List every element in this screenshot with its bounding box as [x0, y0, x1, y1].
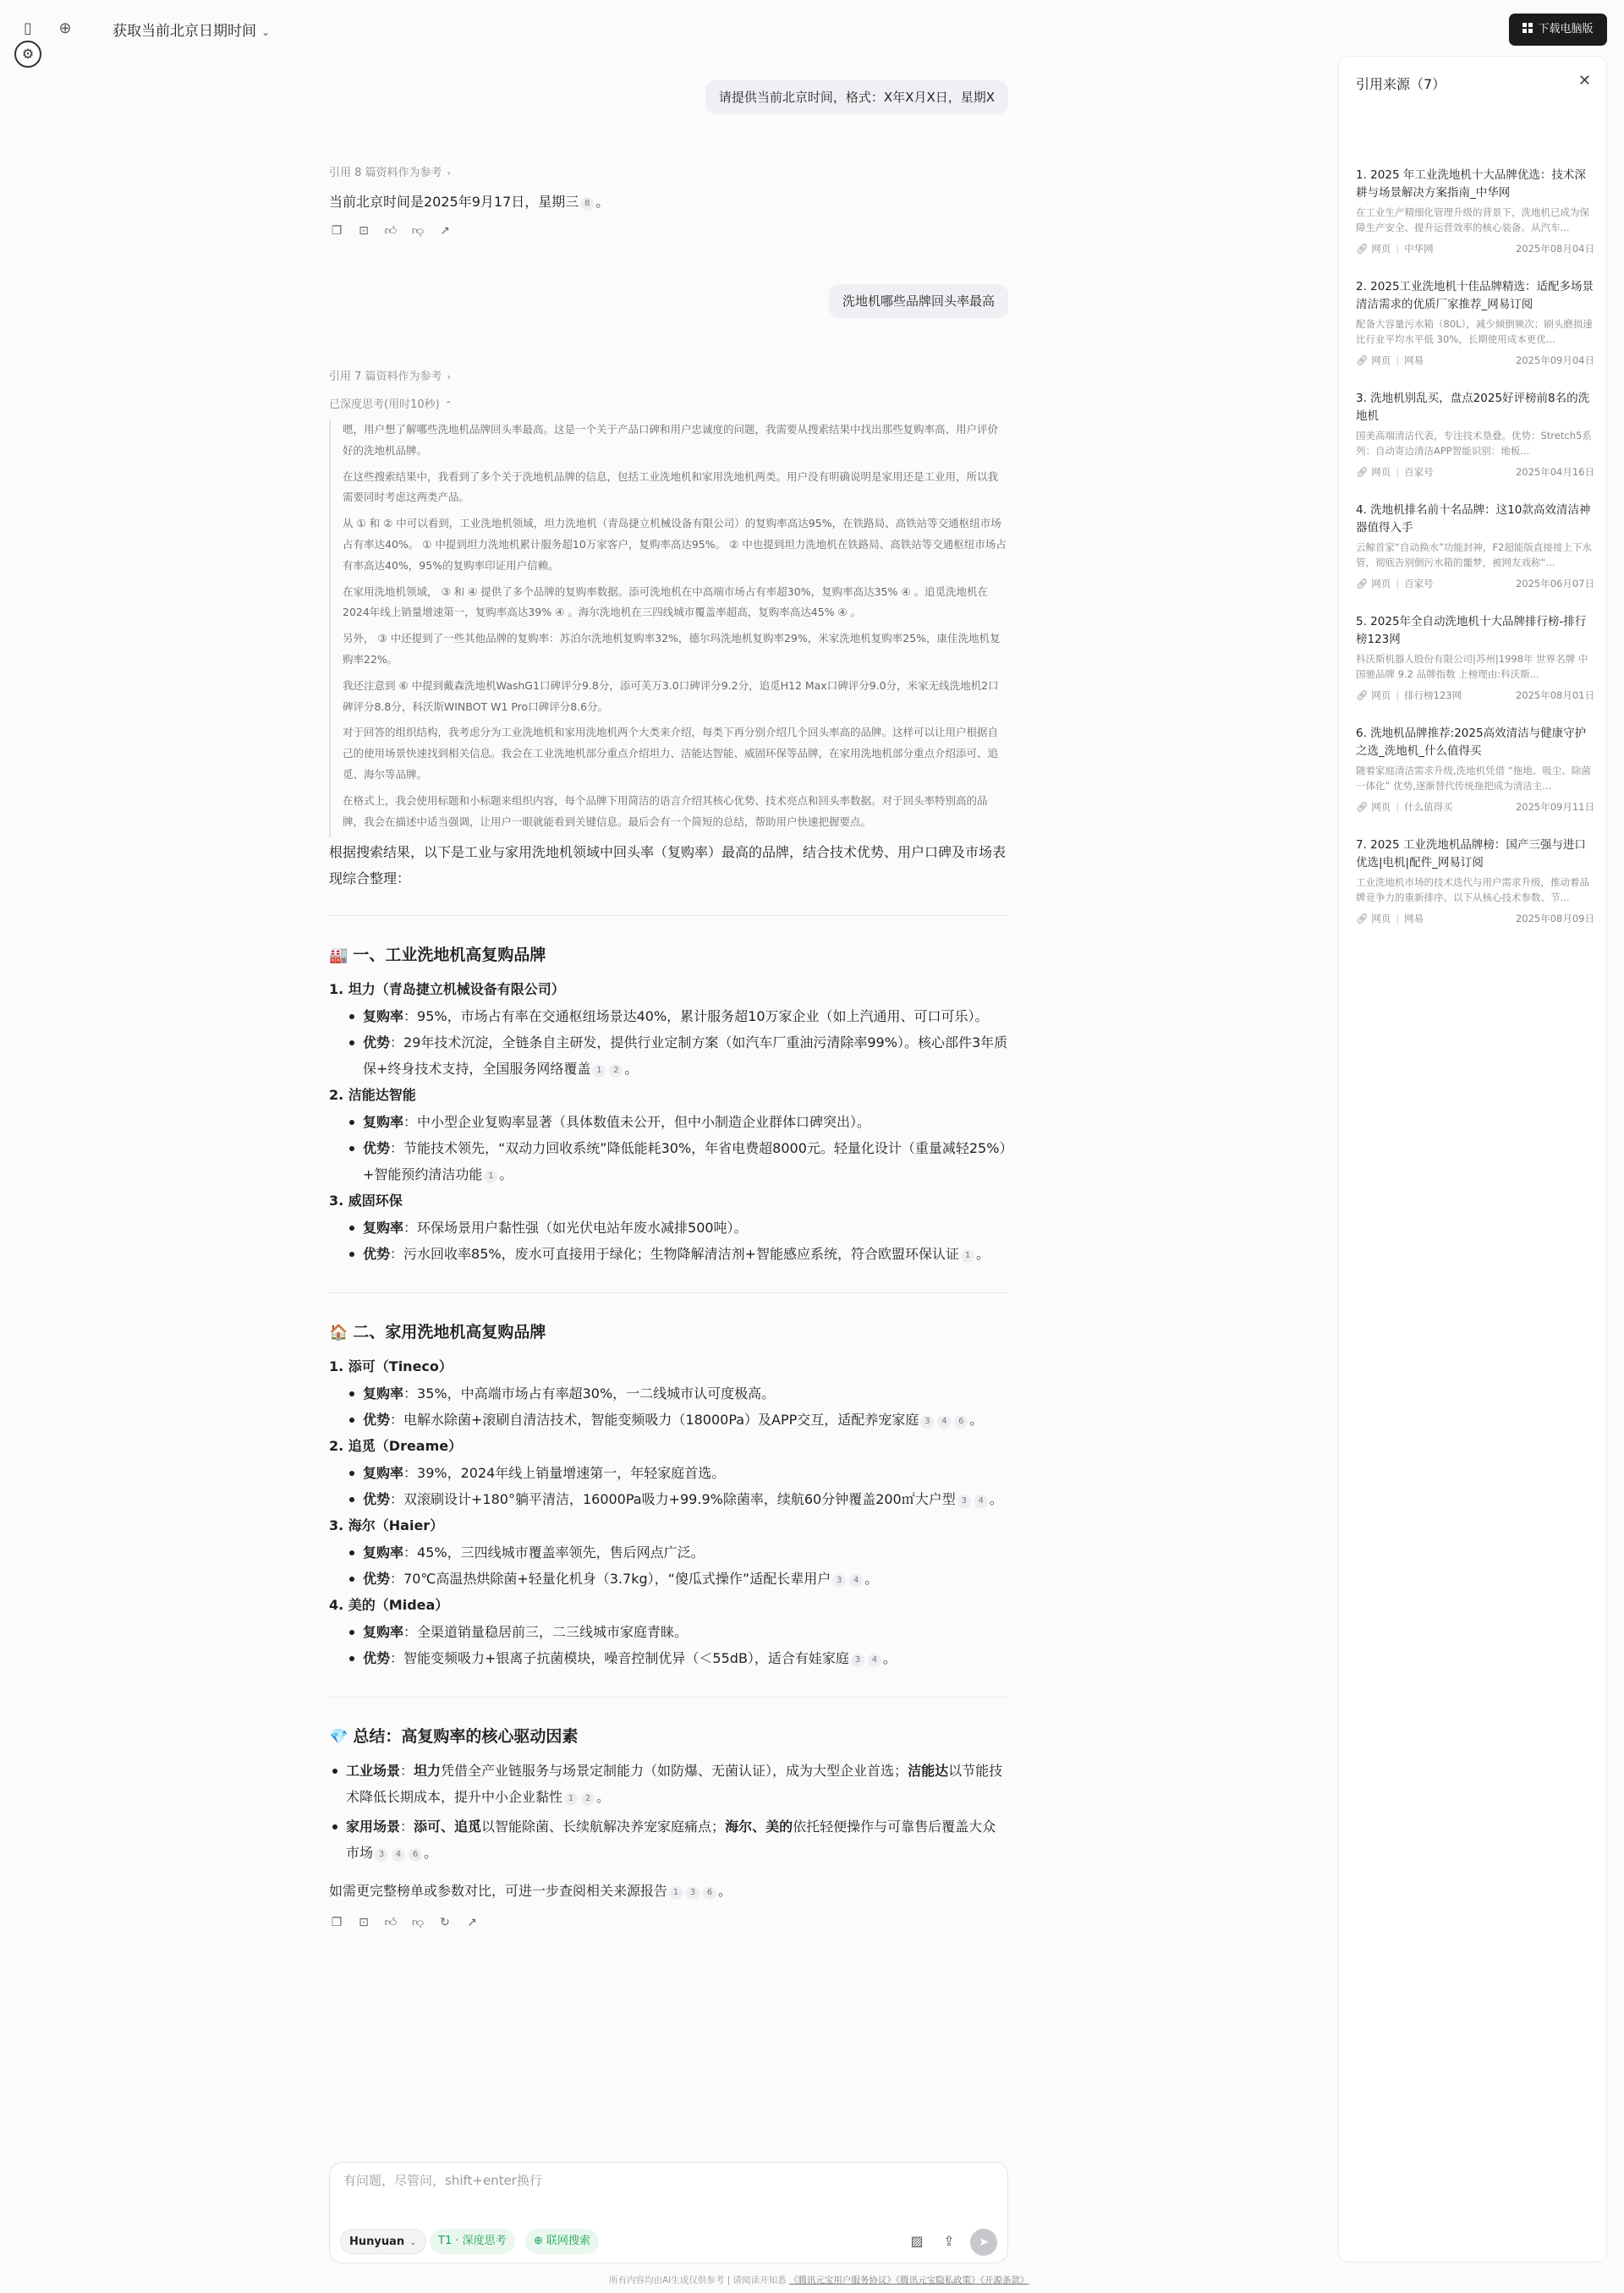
conversation-title-text: 获取当前北京日期时间	[112, 23, 256, 40]
copy-icon[interactable]: ❐	[331, 1916, 343, 1929]
answer-1-actions	[329, 222, 453, 243]
source-site: 什么值得买	[1404, 801, 1453, 813]
source-date: 2025年06月07日	[1515, 578, 1594, 590]
repurchase-rate-item	[346, 1380, 1008, 1407]
advantage-item: 优势：电解水除菌+滚刷自清洁技术，智能变频吸力（18000Pa）及APP交互，适配养宠家庭 3 4 6 。	[346, 1407, 1008, 1433]
summary-text: ：	[400, 1763, 414, 1779]
chevron-down-icon: ⌄	[261, 26, 271, 38]
deep-think-toggle-button[interactable]	[430, 2229, 515, 2254]
source-item[interactable]	[1356, 837, 1594, 927]
privacy-link[interactable]: 《腾讯元宝隐私政策》	[895, 2275, 980, 2285]
industrial-brand-list	[329, 976, 1008, 1267]
rate-text: ：中小型企业复购率显著（具体数值未公开，但中小制造企业群体口碑突出）。	[403, 1114, 871, 1130]
citation-badge[interactable]: 3	[957, 1495, 971, 1508]
terms-link[interactable]: 《腾讯元宝用户服务协议》	[788, 2275, 896, 2285]
summary-label: 工业场景	[346, 1763, 401, 1779]
rate-text: ：全渠道销量稳居前三，二三线城市家庭青睐。	[403, 1624, 689, 1640]
source-item[interactable]	[1356, 725, 1594, 815]
think-paragraph: 在家用洗地机领域， ③ 和 ④ 提供了多个品牌的复购率数据。添可洗地机在中高端市场占有率超30%，复购率高达35% ④ 。追觅洗地机在2024年线上销量增速第一，复购率高达39% ④ 。海尔洗地机在三四线城市覆盖率超高，复购率高达45% ④ 。	[343, 584, 989, 619]
brand-details	[329, 1619, 1008, 1671]
link-icon: 🔗︎	[1356, 689, 1369, 701]
download-desktop-button[interactable]	[1509, 14, 1607, 46]
factory-icon: 🏭	[329, 946, 348, 964]
answer-intro: 根据搜索结果，以下是工业与家用洗地机领域中回头率（复购率）最高的品牌，结合技术优势、用户口碑及市场表现综合整理：	[329, 844, 1007, 886]
citation-badge[interactable]: 1	[592, 1064, 606, 1078]
summary-item-household: 家用场景：添可、追觅以智能除菌、长续航解决养宠家庭痛点；海尔、美的依托轻便操作与可靠售后覆盖大众市场 3 4 6 。	[329, 1813, 1008, 1866]
conversation-title[interactable]	[112, 19, 270, 40]
think-paragraph: 另外， ③ 中还提到了一些其他品牌的复购率：苏泊尔洗地机复购率32%，德尔玛洗地机复购率29%，米家洗地机复购率25%，康佳洗地机复购率22%。	[343, 632, 1001, 666]
source-date: 2025年09月04日	[1515, 354, 1594, 366]
source-meta: 🔗︎ 网页 | 中华网 2025年08月04日	[1356, 243, 1594, 255]
chevron-up-icon: ⌃	[444, 399, 453, 410]
answer-2-actions	[329, 1914, 480, 1934]
advantage-label: 优势	[363, 1412, 391, 1428]
citation-badge[interactable]: 1	[564, 1792, 578, 1806]
assistant-answer-1	[329, 191, 609, 211]
brand-name: 3. 海尔（Haier）	[329, 1517, 444, 1533]
source-meta: 🔗︎ 网页 | 什么值得买 2025年09月11日	[1356, 801, 1594, 813]
share-icon[interactable]: ↗	[467, 1916, 477, 1929]
web-search-toggle[interactable]	[525, 2229, 599, 2254]
link-icon: 🔗︎	[1356, 354, 1369, 366]
brand-name: 2. 洁能达智能	[329, 1087, 416, 1103]
source-type: 网页	[1371, 354, 1391, 366]
advantage-text: ：70℃高温热烘除菌+轻量化机身（3.7kg），“傻瓜式操作”适配长辈用户	[390, 1571, 831, 1587]
source-type: 网页	[1371, 801, 1391, 813]
advantage-text: ：智能变频吸力+银离子抗菌模块，噪音控制优异（＜55dB），适合有娃家庭	[390, 1650, 849, 1666]
brand-block	[329, 1082, 1008, 1188]
send-button[interactable]: ➤	[970, 2229, 997, 2256]
advantage-label: 优势	[363, 1650, 391, 1666]
rate-label: 复购率	[363, 1385, 404, 1402]
user-message-2	[829, 284, 1008, 318]
advantage-text: ：双滚刷设计+180°躺平清洁，16000Pa吸力+99.9%除菌率，续航60分钟覆盖200㎡大户型	[390, 1491, 956, 1507]
summary-bold: 添可、追觅	[414, 1818, 482, 1835]
citation-badge[interactable]: 6	[703, 1886, 716, 1900]
divider	[329, 915, 1008, 916]
summary-text: 凭借全产业链服务与场景定制能力（如防爆、无菌认证），成为大型企业首选；	[441, 1763, 908, 1779]
citation-badge[interactable]: 4	[868, 1654, 881, 1667]
source-date: 2025年08月04日	[1515, 243, 1594, 255]
summary-item-industrial: 工业场景：坦力凭借全产业链服务与场景定制能力（如防爆、无菌认证），成为大型企业首选；洁能达以节能技术降低长期成本，提升中小企业黏性 1 2 。	[329, 1758, 1008, 1810]
section-heading-text: 总结：高复购率的核心驱动因素	[353, 1727, 579, 1746]
reference-toggle-1[interactable]	[329, 163, 451, 179]
source-item[interactable]	[1356, 167, 1594, 257]
closing-text: 如需更完整榜单或参数对比，可进一步查阅相关来源报告	[329, 1883, 668, 1899]
divider	[329, 1292, 1008, 1293]
open-source-link[interactable]: 《开源条款》	[979, 2275, 1029, 2285]
brand-name: 4. 美的（Midea）	[329, 1597, 449, 1613]
source-title[interactable]: 4. 洗地机排名前十名品牌：这10款高效清洁神器值得入手	[1356, 503, 1591, 535]
summary-list	[329, 1758, 1008, 1866]
footer-prefix: 所有内容均由AI生成仅供参考 | 请阅读并知悉	[609, 2275, 787, 2285]
bookmark-icon[interactable]: ⊡	[359, 1916, 369, 1929]
citation-badge[interactable]: 8	[580, 197, 594, 211]
source-item[interactable]	[1356, 390, 1594, 480]
user-message-1-text: 请提供当前北京时间，格式：X年X月X日，星期X	[718, 90, 995, 105]
citation-badge[interactable]: 3	[832, 1574, 846, 1588]
answer-1-period: 。	[595, 194, 610, 210]
source-date: 2025年08月01日	[1515, 689, 1594, 701]
citation-badge[interactable]: 1	[484, 1170, 497, 1183]
citation-badge[interactable]: 2	[609, 1064, 623, 1078]
brand-name: 1. 添可（Tineco）	[329, 1358, 453, 1374]
reference-count-2: 引用 7 篇资料作为参考	[329, 370, 442, 383]
citation-badge[interactable]: 3	[920, 1415, 934, 1429]
citation-badge[interactable]: 1	[669, 1886, 683, 1900]
source-site: 网易	[1404, 913, 1424, 924]
source-site: 排行榜123网	[1404, 689, 1462, 701]
advantage-item: 优势：污水回收率85%，废水可直接用于绿化；生物降解清洁剂+智能感应系统，符合欧盟环保认证 1 。	[346, 1241, 1008, 1267]
brand-details	[329, 1460, 1008, 1512]
source-meta: 🔗︎ 网页 | 百家号 2025年06月07日	[1356, 578, 1594, 590]
summary-text: ：	[400, 1818, 414, 1835]
repurchase-rate-item	[346, 1003, 1008, 1029]
summary-label: 家用场景	[346, 1818, 401, 1835]
repurchase-rate-item	[346, 1215, 1008, 1241]
brand-block	[329, 1353, 1008, 1433]
section-heading-text: 一、工业洗地机高复购品牌	[353, 946, 546, 964]
source-site: 中华网	[1404, 243, 1434, 255]
advantage-item: 优势：双滚刷设计+180°躺平清洁，16000Pa吸力+99.9%除菌率，续航60分钟覆盖200㎡大户型 3 4 。	[346, 1486, 1008, 1512]
citation-badge[interactable]: 4	[974, 1495, 988, 1508]
source-site: 百家号	[1404, 578, 1434, 590]
brand-name: 3. 威固环保	[329, 1193, 403, 1209]
section-heading-summary	[329, 1723, 1008, 1751]
brand-block	[329, 1512, 1008, 1592]
think-paragraph: 我还注意到 ⑥ 中提到戴森洗地机WashG1口碑评分9.8分，添可芙万3.0口碑评分9.2分，追觅H12 Max口碑评分9.0分，米家无线洗地机2口碑评分8.8分，科沃斯WINBOT W1 Pro口碑评分8.6分。	[343, 678, 999, 713]
citation-badge[interactable]: 4	[392, 1848, 405, 1862]
citation-badge[interactable]: 3	[375, 1848, 388, 1862]
rate-label: 复购率	[363, 1008, 404, 1024]
link-icon: 🔗︎	[1356, 913, 1369, 924]
source-type: 网页	[1371, 578, 1391, 590]
copy-icon[interactable]: ❐	[331, 224, 343, 238]
footer-disclaimer	[609, 2274, 1029, 2286]
advantage-item: 优势：29年技术沉淀，全链条自主研发，提供行业定制方案（如汽车厂重油污清除率99%）。核心部件3年质保+终身技术支持，全国服务网络覆盖 1 2 。	[346, 1029, 1008, 1082]
chevron-right-icon: ›	[447, 371, 451, 382]
brand-block	[329, 1188, 1008, 1267]
sidebar-toggle-icon[interactable]: ▯	[24, 19, 32, 37]
brand-block	[329, 976, 1008, 1082]
advantage-item: 优势：智能变频吸力+银离子抗菌模块，噪音控制优异（＜55dB），适合有娃家庭 3 4 。	[346, 1645, 1008, 1671]
assistant-answer-2	[329, 839, 1008, 1941]
repurchase-rate-item	[346, 1109, 1008, 1135]
source-type: 网页	[1371, 689, 1391, 701]
rate-text: ：95%，市场占有率在交通枢纽场景达40%，累计服务超10万家企业（如上汽通用、可口可乐）。	[403, 1008, 989, 1024]
rate-text: ：环保场景用户黏性强（如光伏电站年废水减排500吨）。	[403, 1220, 748, 1236]
section-heading-industrial	[329, 941, 1008, 969]
download-label: 下载电脑版	[1538, 23, 1594, 36]
rate-text: ：45%，三四线城市覆盖率领先，售后网点广泛。	[403, 1544, 705, 1561]
brand-name: 1. 坦力（青岛捷立机械设备有限公司）	[329, 981, 565, 997]
link-icon: 🔗︎	[1356, 466, 1369, 478]
top-bar	[0, 0, 1624, 62]
advantage-label: 优势	[363, 1140, 391, 1156]
think-paragraph: 从 ① 和 ② 中可以看到，工业洗地机领域，坦力洗地机（青岛捷立机械设备有限公司）的复购率高达95%，在铁路局、高铁站等交通枢纽市场占有率达40%。 ① 中提到坦力洗地机累计服务超10万家客户，复购率高达95%。 ② 中也提到坦力洗地机在铁路局、高铁站等交通枢纽市场占有率高达40%，95%的复购率印证用户信赖。	[343, 517, 1007, 572]
citation-badge[interactable]: 4	[937, 1415, 951, 1429]
reference-toggle-2[interactable]	[329, 367, 451, 383]
citation-badge[interactable]: 2	[581, 1792, 595, 1806]
brand-details	[329, 1003, 1008, 1082]
source-item[interactable]	[1356, 502, 1594, 592]
answer-closing: 如需更完整榜单或参数对比，可进一步查阅相关来源报告 1 3 6 。	[329, 1883, 732, 1899]
advantage-item: 优势：节能技术领先，“双动力回收系统”降低能耗30%，年省电费超8000元。轻量化设计（重量减轻25%）+智能预约清洁功能 1 。	[346, 1135, 1008, 1188]
brand-name: 2. 追觅（Dreame）	[329, 1438, 463, 1454]
advantage-label: 优势	[363, 1246, 391, 1262]
thinking-process	[329, 420, 1008, 837]
message-composer	[329, 2162, 1008, 2263]
advantage-text: ：电解水除菌+滚刷自清洁技术，智能变频吸力（18000Pa）及APP交互，适配养宠家庭	[390, 1412, 919, 1428]
image-upload-icon[interactable]: ▨	[910, 2233, 924, 2249]
source-snippet: 云鲸首家“自动换水”功能封神，F2超能版直接接上下水管，彻底告别倒污水箱的噩梦，被网友戏称“...	[1356, 541, 1592, 568]
brand-block	[329, 1592, 1008, 1671]
close-icon[interactable]: ✕	[1577, 72, 1591, 90]
deep-think-chip-label: T1 · 深度思考	[438, 2235, 507, 2247]
settings-icon[interactable]: ⚙	[14, 41, 41, 68]
chevron-right-icon: ›	[447, 167, 451, 178]
think-paragraph: 在这些搜索结果中，我看到了多个关于洗地机品牌的信息，包括工业洗地机和家用洗地机两类。用户没有明确说明是家用还是工业用，所以我需要同时考虑这两类产品。	[343, 469, 999, 504]
source-date: 2025年04月16日	[1515, 466, 1594, 478]
rate-label: 复购率	[363, 1465, 404, 1481]
source-item[interactable]	[1356, 278, 1594, 369]
chevron-down-icon: ⌄	[409, 2238, 417, 2247]
advantage-label: 优势	[363, 1491, 391, 1507]
rate-label: 复购率	[363, 1114, 404, 1130]
source-snippet: 工业洗地机市场的技术迭代与用户需求升级，推动着品牌竞争力的重新排序。以下从核心技术参数、节...	[1356, 876, 1589, 903]
source-title[interactable]: 5. 2025年全自动洗地机十大品牌排行榜-排行榜123网	[1356, 615, 1587, 646]
summary-bold: 海尔、美的	[725, 1818, 793, 1835]
bookmark-icon[interactable]: ⊡	[359, 224, 369, 238]
new-chat-icon[interactable]: ⊕	[58, 19, 72, 37]
repurchase-rate-item	[346, 1460, 1008, 1486]
answer-1-text: 当前北京时间是2025年9月17日，星期三	[329, 194, 579, 210]
thumbs-up-icon[interactable]: 👍︎	[384, 224, 398, 238]
think-paragraph: 在格式上，我会使用标题和小标题来组织内容，每个品牌下用简洁的语言介绍其核心优势、技术亮点和回头率数据。对于回头率特别高的品牌，我会在描述中适当强调，让用户一眼就能看到关键信息。最后会有一个简短的总结，帮助用户快速把握要点。	[343, 793, 988, 828]
citation-badge[interactable]: 3	[851, 1654, 864, 1667]
rate-label: 复购率	[363, 1624, 404, 1640]
source-date: 2025年08月09日	[1515, 913, 1594, 924]
source-type: 网页	[1371, 913, 1391, 924]
citation-badge[interactable]: 6	[954, 1415, 968, 1429]
thumbs-up-icon[interactable]: 👍︎	[384, 1916, 398, 1929]
web-search-label: 联网搜索	[546, 2235, 590, 2247]
divider	[329, 1697, 1008, 1698]
summary-bold: 坦力	[414, 1763, 442, 1779]
user-message-1	[705, 80, 1008, 114]
model-selector[interactable]	[340, 2229, 426, 2254]
reference-count-1: 引用 8 篇资料作为参考	[329, 167, 442, 179]
brand-details	[329, 1109, 1008, 1188]
rate-text: ：39%，2024年线上销量增速第一，年轻家庭首选。	[403, 1465, 726, 1481]
source-title[interactable]: 2. 2025工业洗地机十佳品牌精选：适配多场景清洁需求的优质厂家推荐_网易订阅	[1356, 280, 1594, 311]
source-snippet: 随着家庭清洁需求升级,洗地机凭借 “拖地、吸尘、除菌一体化” 优势,逐渐替代传统拖把成为清洁主...	[1356, 765, 1591, 792]
source-site: 百家号	[1404, 466, 1434, 478]
household-brand-list	[329, 1353, 1008, 1671]
source-type: 网页	[1371, 243, 1391, 255]
citation-badge[interactable]: 4	[849, 1574, 863, 1588]
file-upload-icon[interactable]: ⇪	[943, 2233, 955, 2249]
brand-details	[329, 1539, 1008, 1592]
summary-text: 依托轻便操作与可靠售后覆盖大众市场	[346, 1818, 996, 1861]
thumbs-down-icon[interactable]: 👎︎	[411, 224, 425, 238]
gem-icon: 💎	[329, 1728, 348, 1746]
brand-details	[329, 1215, 1008, 1267]
source-title[interactable]: 7. 2025 工业洗地机品牌榜：国产三强与进口优选|电机|配件_网易订阅	[1356, 838, 1586, 869]
source-meta: 🔗︎ 网页 | 网易 2025年08月09日	[1356, 913, 1594, 924]
link-icon: 🔗︎	[1356, 578, 1369, 590]
house-icon: 🏠	[329, 1324, 348, 1341]
sources-header: 引用来源（7）	[1356, 76, 1446, 92]
deep-think-label: 已深度思考(用时10秒)	[329, 398, 440, 411]
source-title[interactable]: 1. 2025 年工业洗地机十大品牌优选：技术深耕与场景解决方案指南_中华网	[1356, 168, 1586, 200]
source-title[interactable]: 3. 洗地机别乱买，盘点2025好评榜前8名的洗地机	[1356, 392, 1590, 423]
repurchase-rate-item	[346, 1619, 1008, 1645]
windows-icon	[1522, 23, 1533, 33]
source-snippet: 科沃斯机器人股份有限公司|苏州|1998年 世界名牌 中国驰品牌 9.2 品牌指数 上榜理由:科沃斯...	[1356, 653, 1588, 680]
advantage-item: 优势：70℃高温热烘除菌+轻量化机身（3.7kg），“傻瓜式操作”适配长辈用户 3 4 。	[346, 1566, 1008, 1592]
source-type: 网页	[1371, 466, 1391, 478]
sources-panel	[1338, 56, 1607, 2263]
think-paragraph: 对于回答的组织结构，我考虑分为工业洗地机和家用洗地机两个大类来介绍，每类下再分别介绍几个回头率高的品牌。这样可以让用户根据自己的使用场景快速找到相关信息。我会在工业洗地机部分重点介绍坦力、洁能达智能、威固环保等品牌，在家用洗地机部分重点介绍添可、追觅、海尔等品牌。	[343, 726, 999, 781]
link-icon: 🔗︎	[1356, 243, 1369, 255]
advantage-text: ：29年技术沉淀，全链条自主研发，提供行业定制方案（如汽车厂重油污清除率99%）。核心部件3年质保+终身技术支持，全国服务网络覆盖	[363, 1034, 1008, 1077]
source-item[interactable]	[1356, 613, 1594, 704]
brand-block	[329, 1433, 1008, 1512]
model-name: Hunyuan	[349, 2235, 405, 2248]
source-snippet: 国美高端清洁代表，专注技术垦叠。优势：Stretch5系列：自动寄边清洁APP智能识别：地板...	[1356, 430, 1592, 457]
globe-icon: ⊕	[534, 2235, 543, 2247]
source-title[interactable]: 6. 洗地机品牌推荐:2025高效清洁与健康守护之选_洗地机_什么值得买	[1356, 727, 1587, 758]
advantage-text: ：污水回收率85%，废水可直接用于绿化；生物降解清洁剂+智能感应系统，符合欧盟环保认证	[390, 1246, 959, 1262]
thumbs-down-icon[interactable]: 👎︎	[411, 1916, 425, 1929]
think-paragraph: 嗯，用户想了解哪些洗地机品牌回头率最高。这是一个关于产品口碑和用户忠诚度的问题，我需要从搜索结果中找出那些复购率高、用户评价好的洗地机品牌。	[343, 423, 999, 457]
section-heading-household	[329, 1319, 1008, 1347]
source-date: 2025年09月11日	[1515, 801, 1594, 813]
source-meta: 🔗︎ 网页 | 网易 2025年09月04日	[1356, 354, 1594, 366]
section-heading-text: 二、家用洗地机高复购品牌	[353, 1323, 546, 1341]
summary-bold: 洁能达	[908, 1763, 949, 1779]
citation-badge[interactable]: 6	[409, 1848, 422, 1862]
message-input[interactable]	[343, 2173, 986, 2188]
summary-text: 以节能技术降低长期成本，提升中小企业黏性	[346, 1763, 1003, 1805]
deep-think-toggle[interactable]	[329, 395, 453, 411]
advantage-label: 优势	[363, 1571, 391, 1587]
share-icon[interactable]: ↗	[440, 224, 450, 238]
advantage-label: 优势	[363, 1034, 391, 1051]
citation-badge[interactable]: 3	[686, 1886, 700, 1900]
rate-text: ：35%，中高端市场占有率超30%，一二线城市认可度极高。	[403, 1385, 776, 1402]
summary-text: 以智能除菌、长续航解决养宠家庭痛点；	[481, 1818, 726, 1835]
source-snippet: 在工业生产精细化管理升级的背景下，洗地机已成为保障生产安全、提升运营效率的核心装备。从汽车...	[1356, 206, 1589, 233]
advantage-text: ：节能技术领先，“双动力回收系统”降低能耗30%，年省电费超8000元。轻量化设计（重量减轻25%）+智能预约清洁功能	[363, 1140, 1007, 1182]
citation-badge[interactable]: 1	[961, 1249, 974, 1263]
rate-label: 复购率	[363, 1220, 404, 1236]
link-icon: 🔗︎	[1356, 801, 1369, 813]
source-meta: 🔗︎ 网页 | 排行榜123网 2025年08月01日	[1356, 689, 1594, 701]
repurchase-rate-item	[346, 1539, 1008, 1566]
regenerate-icon[interactable]: ↻	[440, 1916, 450, 1929]
source-site: 网易	[1404, 354, 1424, 366]
user-message-2-text: 洗地机哪些品牌回头率最高	[842, 293, 995, 309]
source-meta: 🔗︎ 网页 | 百家号 2025年04月16日	[1356, 466, 1594, 478]
brand-details	[329, 1380, 1008, 1433]
rate-label: 复购率	[363, 1544, 404, 1561]
source-snippet: 配备大容量污水箱（80L），减少倾倒频次；刷头磨损速比行业平均水平低 30%，长期使用成本更优...	[1356, 318, 1593, 345]
